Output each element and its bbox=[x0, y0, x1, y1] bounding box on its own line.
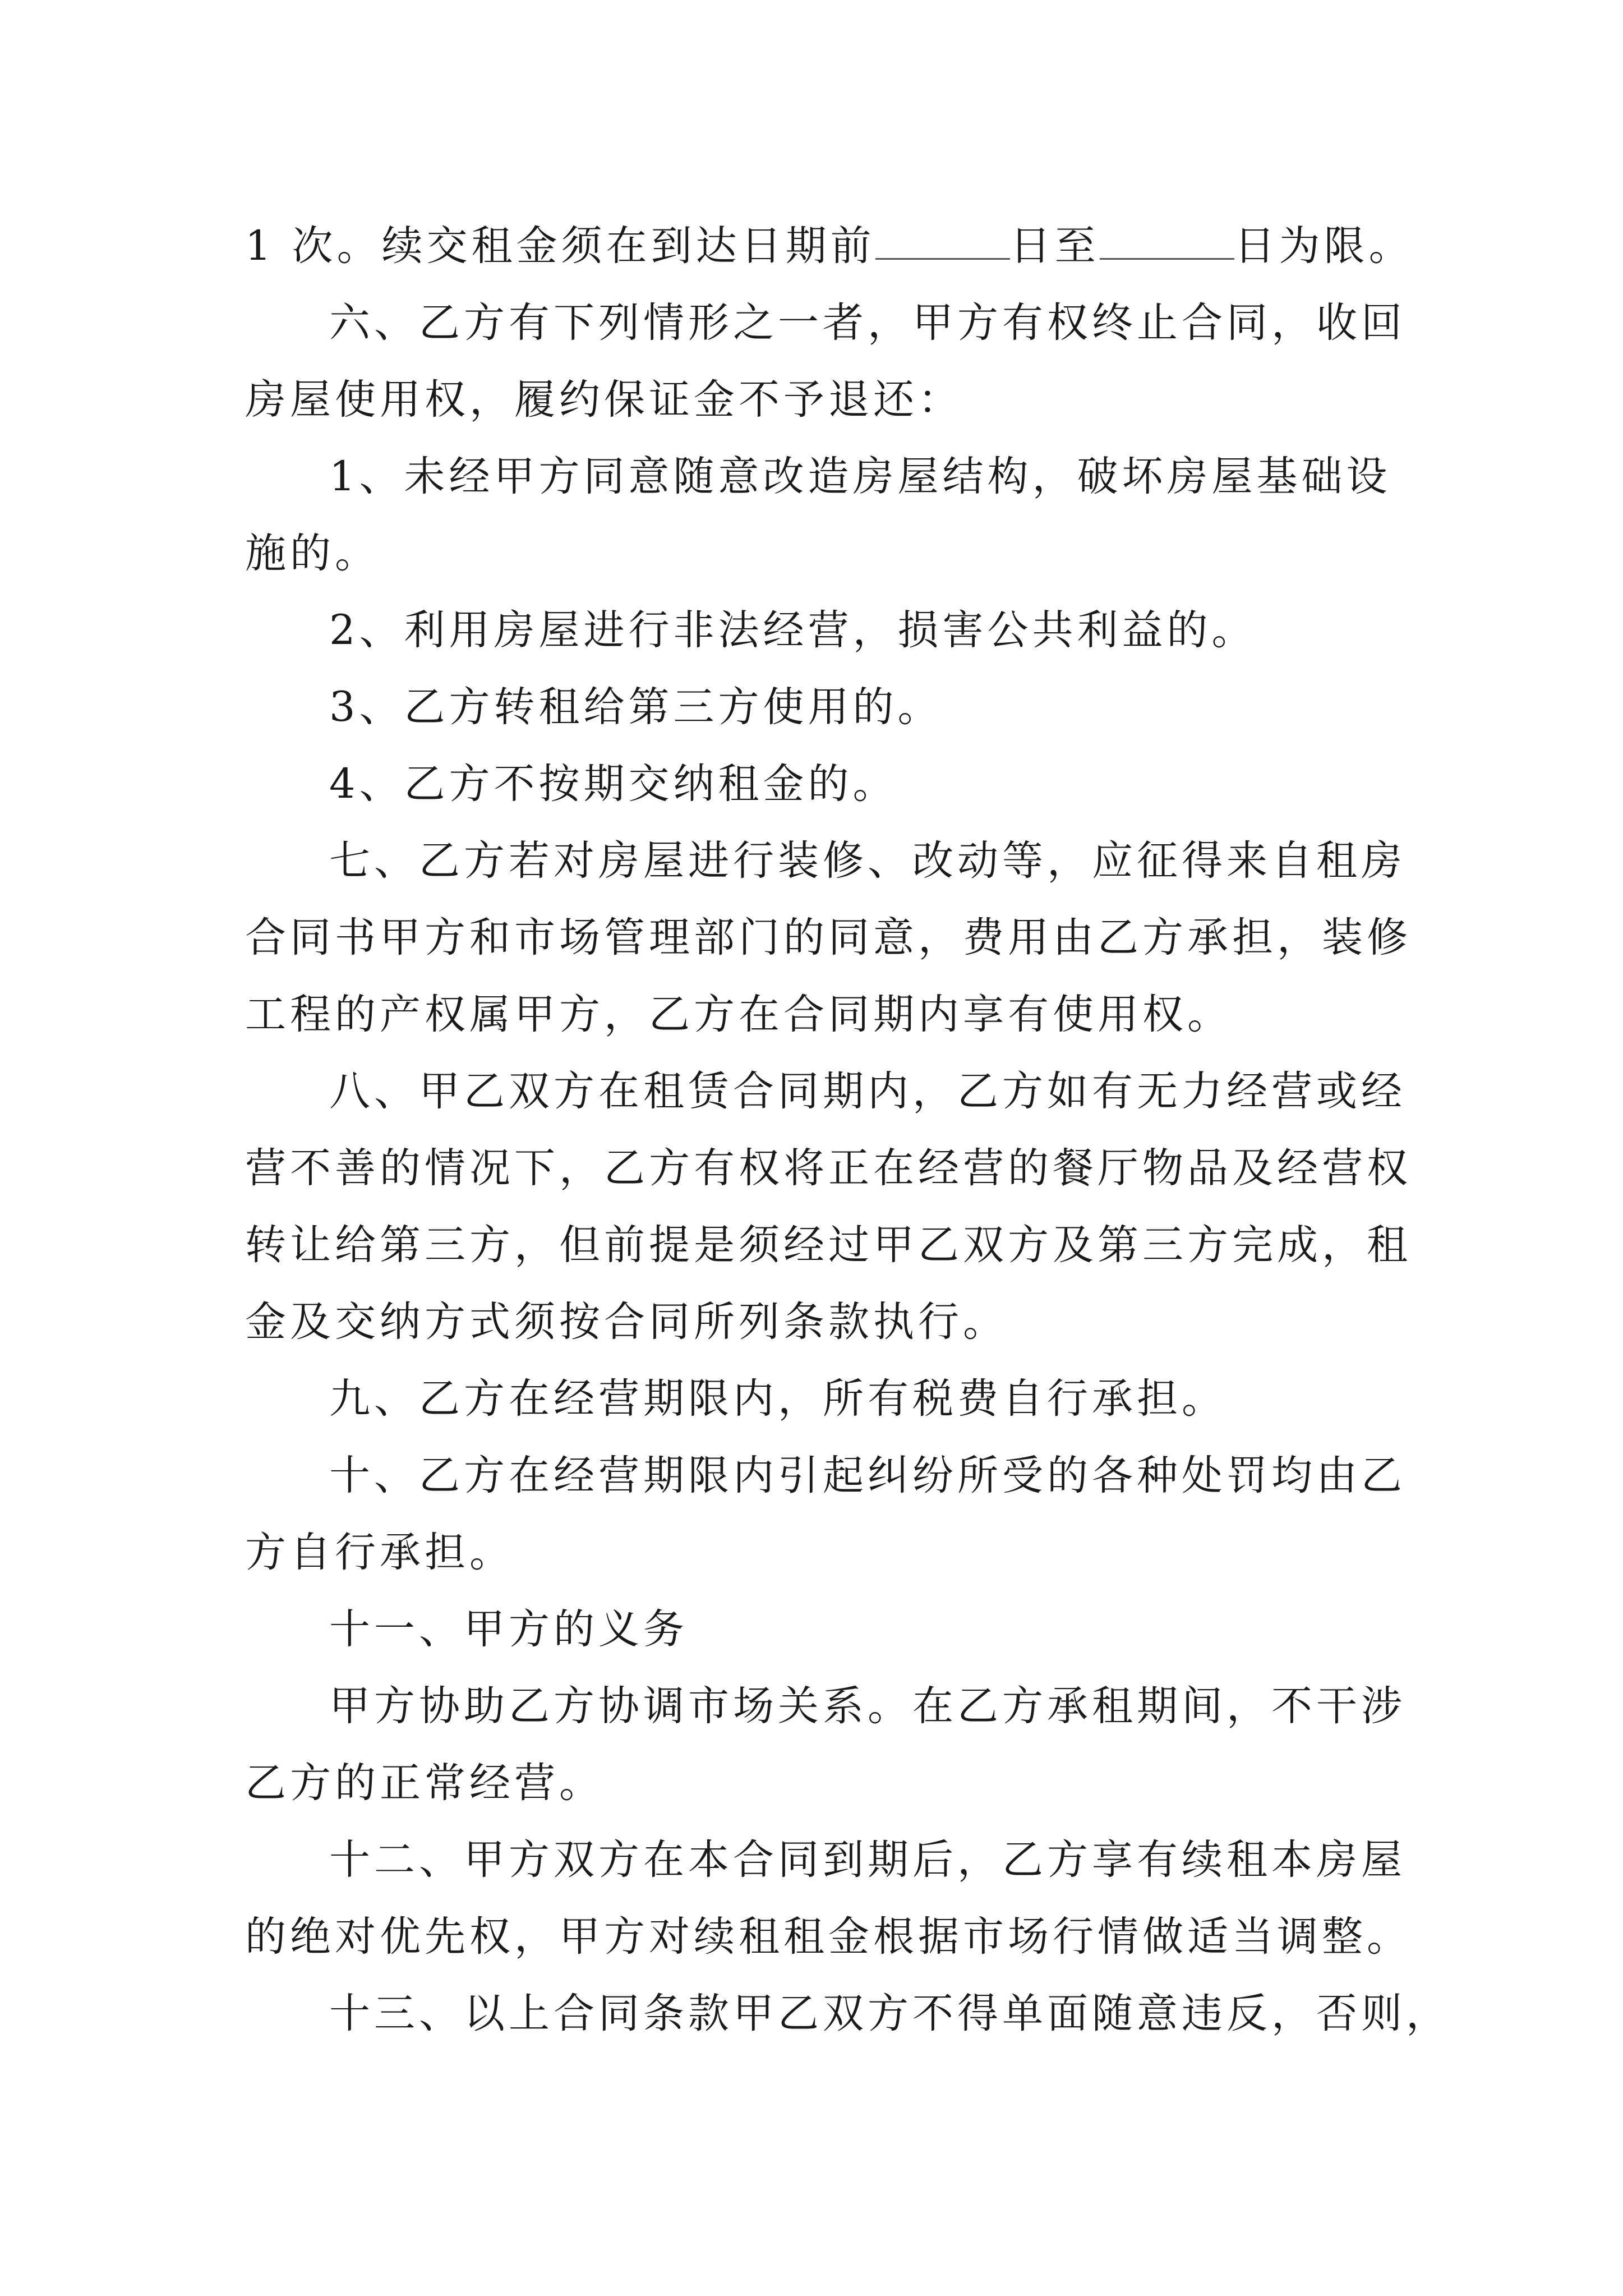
blank-field-start-day bbox=[875, 226, 1010, 260]
clause-12-continuation: 的绝对优先权，甲方对续租租金根据市场行情做适当调整。 bbox=[245, 1913, 1412, 1961]
clause-7-continuation-1: 合同书甲方和市场管理部门的同意，费用由乙方承担，装修 bbox=[245, 914, 1412, 961]
clause-7: 七、乙方若对房屋进行装修、改动等，应征得来自租房 bbox=[329, 837, 1406, 885]
clause-11-body: 甲方协助乙方协调市场关系。在乙方承租期间，不干涉 bbox=[329, 1682, 1406, 1730]
clause-6-item-2: 2、利用房屋进行非法经营，损害公共利益的。 bbox=[329, 606, 1257, 654]
contract-body bbox=[245, 208, 1451, 2052]
renewal-text-before: 1 次。续交租金须在到达日期前 bbox=[245, 222, 875, 270]
renewal-text-after: 日为限。 bbox=[1234, 222, 1414, 270]
clause-6-item-3: 3、乙方转租给第三方使用的。 bbox=[329, 683, 943, 731]
renewal-text-middle: 日至 bbox=[1009, 222, 1100, 270]
clause-12: 十二、甲方双方在本合同到期后，乙方享有续租本房屋 bbox=[329, 1836, 1406, 1884]
clause-6-item-1-continuation: 施的。 bbox=[245, 530, 380, 577]
clause-6-item-4: 4、乙方不按期交纳租金的。 bbox=[329, 760, 898, 808]
clause-8: 八、甲乙双方在租赁合同期内，乙方如有无力经营或经 bbox=[329, 1068, 1406, 1115]
clause-7-continuation-2: 工程的产权属甲方，乙方在合同期内享有使用权。 bbox=[245, 991, 1232, 1038]
blank-field-end-day bbox=[1100, 226, 1234, 260]
clause-8-continuation-3: 金及交纳方式须按合同所列条款执行。 bbox=[245, 1298, 1008, 1346]
clause-9: 九、乙方在经营期限内，所有税费自行承担。 bbox=[329, 1375, 1227, 1423]
clause-6-heading: 六、乙方有下列情形之一者，甲方有权终止合同，收回 bbox=[329, 299, 1406, 347]
clause-11-heading: 十一、甲方的义务 bbox=[329, 1605, 688, 1653]
clause-10-continuation: 方自行承担。 bbox=[245, 1529, 514, 1576]
clause-11-continuation: 乙方的正常经营。 bbox=[245, 1759, 604, 1807]
renewal-clause-line bbox=[245, 208, 1414, 284]
clause-8-continuation-2: 转让给第三方，但前提是须经过甲乙双方及第三方完成，租 bbox=[245, 1221, 1412, 1269]
clause-13: 十三、以上合同条款甲乙双方不得单面随意违反，否则， bbox=[329, 1990, 1451, 2037]
clause-6-item-1: 1、未经甲方同意随意改造房屋结构，破坏房屋基础设 bbox=[329, 453, 1391, 500]
clause-6-continuation: 房屋使用权，履约保证金不予退还： bbox=[245, 376, 963, 424]
clause-10: 十、乙方在经营期限内引起纠纷所受的各种处罚均由乙 bbox=[329, 1452, 1406, 1499]
clause-8-continuation-1: 营不善的情况下，乙方有权将正在经营的餐厅物品及经营权 bbox=[245, 1144, 1412, 1192]
